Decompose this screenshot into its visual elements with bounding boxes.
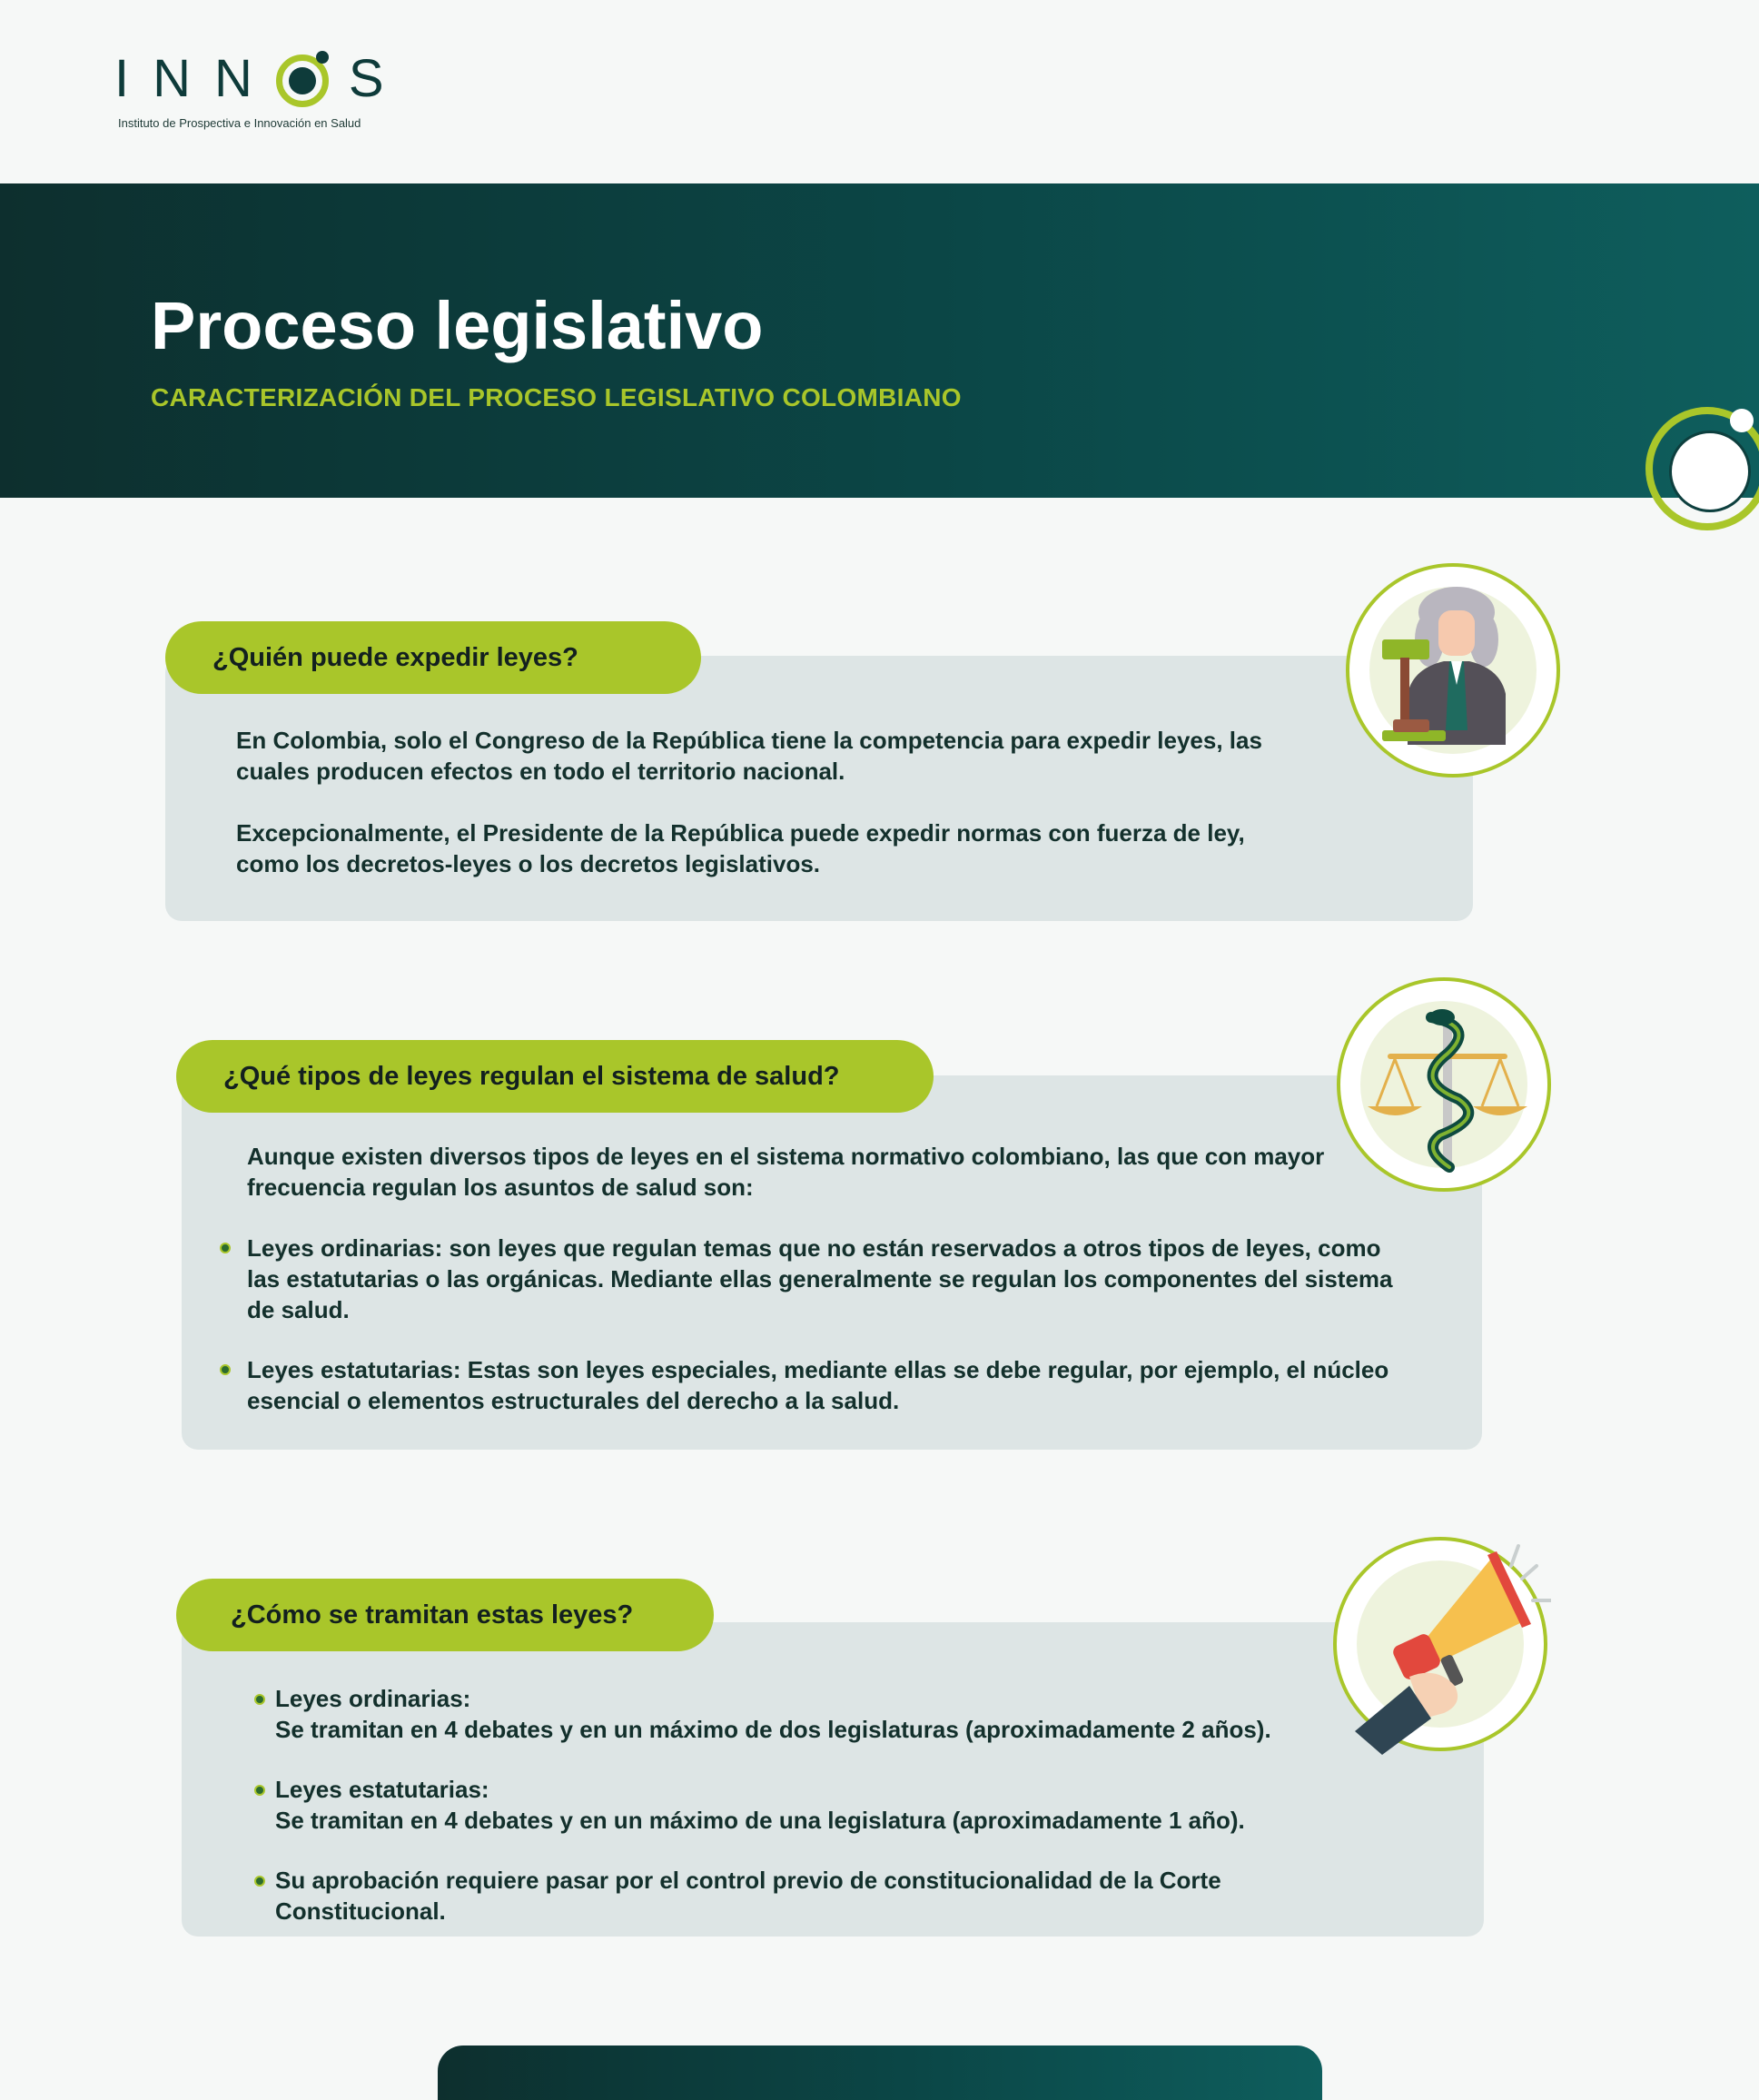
bullet-text: Su aprobación requiere pasar por el control previo de constitucionalidad de la Corte Constitucional. — [275, 1867, 1221, 1925]
scales-caduceus-icon — [1337, 977, 1551, 1192]
section-heading-who: ¿Quién puede expedir leyes? — [165, 621, 701, 694]
page-title: Proceso legislativo — [151, 288, 764, 363]
bullet-icon — [220, 1364, 231, 1375]
section-heading-procedure: ¿Cómo se tramitan estas leyes? — [176, 1579, 714, 1651]
section-intro: Aunque existen diversos tipos de leyes en el sistema normativo colombiano, las que con mayor frecuencia regulan los asuntos de salud son: — [247, 1143, 1325, 1201]
page-subtitle: CARACTERIZACIÓN DEL PROCESO LEGISLATIVO COLOMBIANO — [151, 383, 962, 411]
section-heading-types: ¿Qué tipos de leyes regulan el sistema de salud? — [176, 1040, 934, 1113]
section-paragraph: En Colombia, solo el Congreso de la República tiene la competencia para expedir leyes, las cuales producen efectos en todo el territorio nacional. — [236, 727, 1262, 785]
bullet-title: Leyes ordinarias: — [275, 1685, 471, 1712]
logo-letter: N — [153, 49, 192, 108]
decorative-circle-icon — [1669, 431, 1751, 512]
bullet-item: Leyes estatutarias: Estas son leyes especiales, mediante ellas se debe regular, por ejemplo, el núcleo esencial o elementos estructurales del derecho a la salud. — [247, 1356, 1389, 1414]
logo-wordmark — [114, 47, 408, 111]
logo-letter: I — [114, 49, 130, 108]
megaphone-icon — [1333, 1537, 1547, 1751]
bullet-item: Leyes ordinarias: son leyes que regulan temas que no están reservados a otros tipos de leyes, como las estatutarias o las orgánicas. Mediante ellas generalmente se regulan los componentes del sistema de salud. — [247, 1234, 1393, 1323]
bullet-title: Leyes estatutarias: — [275, 1776, 489, 1803]
logo-subtitle: Instituto de Prospectiva e Innovación en Salud — [118, 116, 361, 130]
bullet-icon — [254, 1694, 265, 1705]
bullet-icon — [254, 1876, 265, 1887]
section-paragraph: Excepcionalmente, el Presidente de la República puede expedir normas con fuerza de ley, como los decretos-leyes o los decretos legislativos. — [236, 819, 1245, 877]
header-banner — [0, 183, 1759, 498]
logo-letter: N — [214, 49, 252, 108]
bullet-text: Se tramitan en 4 debates y en un máximo de una legislatura (aproximadamente 1 año). — [275, 1807, 1245, 1834]
section-card-who — [165, 656, 1473, 921]
logo-letter: S — [348, 49, 384, 108]
innos-logo — [114, 47, 405, 138]
bullet-icon — [220, 1243, 231, 1253]
judge-icon — [1346, 563, 1560, 778]
bullet-text: Se tramitan en 4 debates y en un máximo de dos legislaturas (aproximadamente 2 años). — [275, 1716, 1271, 1743]
decorative-dot-icon — [1730, 409, 1754, 432]
bullet-icon — [254, 1785, 265, 1796]
footer-bar — [438, 2046, 1322, 2100]
logo-o-icon — [276, 53, 329, 105]
